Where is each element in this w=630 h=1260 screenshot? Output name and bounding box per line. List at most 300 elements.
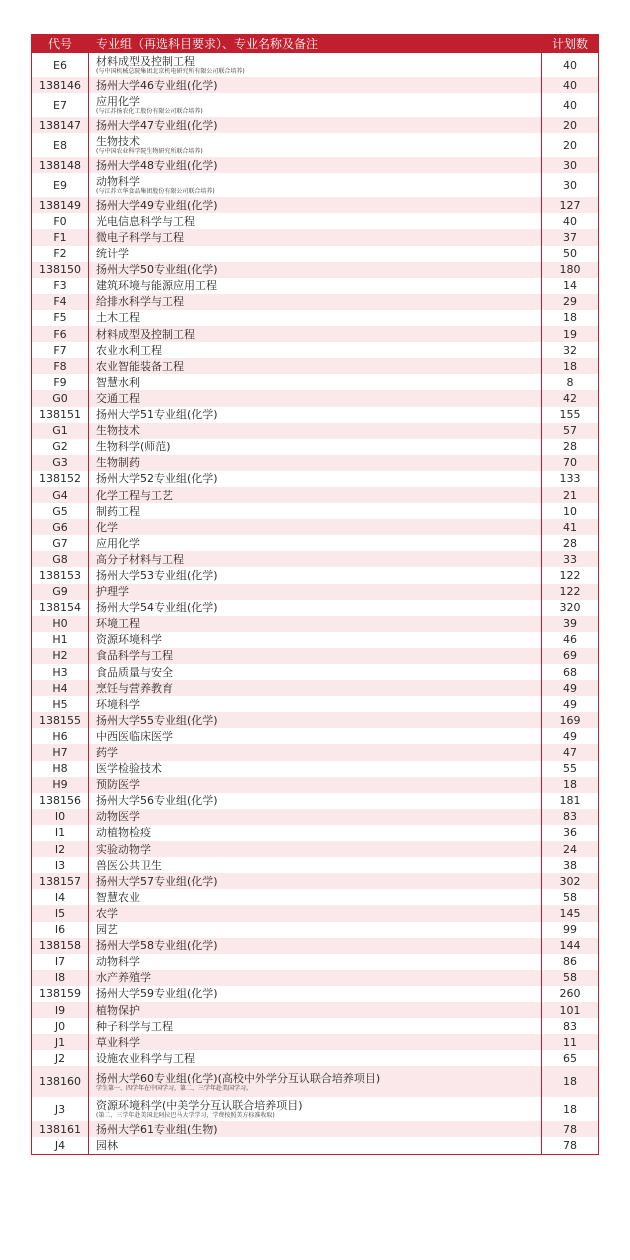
row-name-cell [89,1018,542,1034]
row-count: 133 [542,471,599,487]
row-name: 生物技术 [96,135,140,149]
row-count: 83 [542,1018,599,1034]
row-count: 40 [542,53,599,78]
row-count: 19 [542,326,599,342]
row-name: 材料成型及控制工程 [96,327,195,341]
table-row [32,1066,599,1097]
table-row [32,133,599,157]
row-code: I0 [32,809,89,825]
row-name: 药学 [96,746,118,760]
row-count: 58 [542,970,599,986]
row-name-cell [89,1137,542,1154]
row-name-cell [89,809,542,825]
row-code: G9 [32,584,89,600]
row-count: 37 [542,229,599,245]
row-code: G1 [32,423,89,439]
row-count: 144 [542,938,599,954]
row-code: 138149 [32,197,89,213]
table-row [32,632,599,648]
row-code: H5 [32,696,89,712]
row-name-cell [89,873,542,889]
row-count: 30 [542,157,599,173]
row-code: 138158 [32,938,89,954]
row-code: H0 [32,616,89,632]
table-row [32,1121,599,1137]
row-name: 食品科学与工程 [96,649,173,663]
row-count: 18 [542,1066,599,1097]
table-row [32,680,599,696]
row-code: G2 [32,439,89,455]
row-name-cell [89,986,542,1002]
table-row [32,889,599,905]
row-note: (与江苏扬农化工股份有限公司联合培养) [96,108,203,116]
row-name: 建筑环境与能源应用工程 [96,279,217,293]
row-code: G7 [32,535,89,551]
row-name: 扬州大学46专业组(化学) [96,78,218,92]
row-count: 40 [542,77,599,93]
row-name: 应用化学 [96,95,140,109]
row-name: 农学 [96,906,118,920]
row-name: 动物医学 [96,810,140,824]
row-name: 生物技术 [96,424,140,438]
row-code: E9 [32,173,89,197]
row-count: 14 [542,278,599,294]
row-count: 78 [542,1137,599,1154]
row-name: 微电子科学与工程 [96,231,184,245]
table-row [32,229,599,245]
row-code: I7 [32,954,89,970]
row-name: 光电信息科学与工程 [96,214,195,228]
row-count: 78 [542,1121,599,1137]
table-row [32,728,599,744]
row-name-cell [89,374,542,390]
table-row [32,93,599,117]
row-code: F9 [32,374,89,390]
row-name: 园林 [96,1138,118,1152]
row-name-cell [89,857,542,873]
row-name: 化学工程与工艺 [96,488,173,502]
table-row [32,712,599,728]
row-name-cell [89,1002,542,1018]
row-name: 扬州大学48专业组(化学) [96,158,218,172]
row-code: H3 [32,664,89,680]
table-row [32,567,599,583]
row-name: 实验动物学 [96,842,151,856]
row-name: 食品质量与安全 [96,665,173,679]
table-body [32,53,599,1155]
row-code: H2 [32,648,89,664]
row-name-cell [89,889,542,905]
row-name-cell [89,423,542,439]
row-name-cell [89,938,542,954]
row-count: 49 [542,696,599,712]
table-row [32,358,599,374]
row-code: H1 [32,632,89,648]
row-code: E7 [32,93,89,117]
row-count: 99 [542,922,599,938]
table-row [32,648,599,664]
table-row [32,471,599,487]
row-name: 扬州大学51专业组(化学) [96,408,218,422]
row-code: G3 [32,455,89,471]
row-name-cell [89,825,542,841]
row-name-cell [89,157,542,173]
table-row [32,535,599,551]
table-row [32,954,599,970]
table-row [32,761,599,777]
table-row [32,616,599,632]
row-name-cell [89,777,542,793]
table-row [32,857,599,873]
row-name: 扬州大学59专业组(化学) [96,987,218,1001]
table-row [32,310,599,326]
row-code: 138151 [32,407,89,423]
row-count: 29 [542,294,599,310]
table-row [32,262,599,278]
table-row [32,873,599,889]
row-count: 86 [542,954,599,970]
row-count: 8 [542,374,599,390]
header-name: 专业组（再选科目要求）、专业名称及备注 [89,35,542,53]
row-code: I8 [32,970,89,986]
row-count: 49 [542,728,599,744]
row-name: 环境工程 [96,617,140,631]
row-name-cell [89,1066,542,1097]
row-name-cell [89,278,542,294]
row-code: H4 [32,680,89,696]
row-code: H9 [32,777,89,793]
row-count: 32 [542,342,599,358]
row-name: 扬州大学55专业组(化学) [96,713,218,727]
row-name: 扬州大学50专业组(化学) [96,263,218,277]
row-count: 83 [542,809,599,825]
row-name-cell [89,905,542,921]
row-name: 兽医公共卫生 [96,858,162,872]
row-count: 46 [542,632,599,648]
table-row [32,455,599,471]
table-row [32,342,599,358]
row-name-cell [89,954,542,970]
row-name-cell [89,1034,542,1050]
row-count: 40 [542,93,599,117]
row-name: 资源环境科学(中美学分互认联合培养项目) [96,1099,303,1113]
row-code: F1 [32,229,89,245]
row-note: (与江苏立华食品集团股份有限公司联合培养) [96,188,215,196]
row-name: 扬州大学53专业组(化学) [96,568,218,582]
row-count: 20 [542,117,599,133]
row-name-cell [89,358,542,374]
row-code: G5 [32,503,89,519]
row-name: 化学 [96,520,118,534]
row-name: 动物科学 [96,955,140,969]
row-count: 58 [542,889,599,905]
table-row [32,157,599,173]
row-name-cell [89,793,542,809]
row-note: 学生第一、四学年在中国学习，第二、三学年赴美国学习。 [96,1084,253,1092]
table-row [32,551,599,567]
row-name-cell [89,294,542,310]
row-count: 70 [542,455,599,471]
row-name-cell [89,407,542,423]
row-name-cell [89,680,542,696]
row-code: 138155 [32,712,89,728]
row-count: 39 [542,616,599,632]
row-name-cell [89,117,542,133]
row-count: 49 [542,680,599,696]
table-row [32,246,599,262]
row-code: I9 [32,1002,89,1018]
row-count: 122 [542,567,599,583]
row-code: 138156 [32,793,89,809]
row-name-cell [89,584,542,600]
row-name: 制药工程 [96,504,140,518]
table-row [32,173,599,197]
row-code: J4 [32,1137,89,1154]
row-name-cell [89,728,542,744]
table-row [32,53,599,78]
table-row [32,970,599,986]
row-count: 50 [542,246,599,262]
row-name-cell [89,535,542,551]
row-count: 55 [542,761,599,777]
row-name: 高分子材料与工程 [96,552,184,566]
row-code: I5 [32,905,89,921]
table-row [32,326,599,342]
row-code: J0 [32,1018,89,1034]
row-name-cell [89,503,542,519]
row-code: 138150 [32,262,89,278]
row-name-cell [89,439,542,455]
row-name-cell [89,648,542,664]
row-name: 植物保护 [96,1003,140,1017]
row-code: F6 [32,326,89,342]
row-code: 138159 [32,986,89,1002]
row-name: 资源环境科学 [96,633,162,647]
row-name: 生物制药 [96,456,140,470]
table-row [32,986,599,1002]
row-name: 扬州大学56专业组(化学) [96,794,218,808]
row-note: (与中国机械总院集团北京机电研究所有限公司联合培养) [96,68,245,75]
table-row [32,664,599,680]
row-code: 138153 [32,567,89,583]
table-row [32,1018,599,1034]
row-name-cell [89,93,542,117]
row-code: 138146 [32,77,89,93]
table-row [32,600,599,616]
row-name: 农业水利工程 [96,343,162,357]
row-name-cell [89,246,542,262]
row-name-cell [89,664,542,680]
row-count: 155 [542,407,599,423]
row-note: (与中国农业科学院生物研究所联合培养) [96,148,203,156]
row-code: 138152 [32,471,89,487]
row-name: 动植物检疫 [96,826,151,840]
row-count: 18 [542,777,599,793]
row-name-cell [89,326,542,342]
row-name-cell [89,1050,542,1066]
row-count: 181 [542,793,599,809]
row-name: 扬州大学47专业组(化学) [96,118,218,132]
row-code: I2 [32,841,89,857]
table-row [32,744,599,760]
row-count: 169 [542,712,599,728]
row-count: 42 [542,390,599,406]
row-name: 交通工程 [96,391,140,405]
row-code: G4 [32,487,89,503]
row-name-cell [89,197,542,213]
header-count: 计划数 [542,35,599,53]
row-name-cell [89,77,542,93]
table-row [32,1050,599,1066]
row-name: 草业科学 [96,1035,140,1049]
table-row [32,213,599,229]
table-row [32,117,599,133]
table-row [32,841,599,857]
row-code: J1 [32,1034,89,1050]
row-name-cell [89,551,542,567]
enrollment-plan-table-container [31,34,598,1155]
row-count: 11 [542,1034,599,1050]
row-name: 材料成型及控制工程 [96,55,195,68]
row-name: 中西医临床医学 [96,729,173,743]
row-name: 园艺 [96,923,118,937]
row-code: 138154 [32,600,89,616]
row-name-cell [89,133,542,157]
table-row [32,423,599,439]
table-row [32,519,599,535]
enrollment-plan-table [31,34,599,1155]
table-row [32,197,599,213]
table-row [32,1002,599,1018]
row-name: 生物科学(师范) [96,440,171,454]
row-count: 127 [542,197,599,213]
row-count: 40 [542,213,599,229]
row-name: 给排水科学与工程 [96,295,184,309]
table-row [32,922,599,938]
table-row [32,809,599,825]
row-name-cell [89,616,542,632]
row-name: 烹饪与营养教育 [96,681,173,695]
row-name: 统计学 [96,247,129,261]
row-name: 扬州大学58专业组(化学) [96,939,218,953]
row-name-cell [89,342,542,358]
row-count: 69 [542,648,599,664]
row-code: I1 [32,825,89,841]
row-count: 41 [542,519,599,535]
row-name-cell [89,229,542,245]
row-name-cell [89,455,542,471]
row-code: I3 [32,857,89,873]
row-code: 138157 [32,873,89,889]
row-name: 扬州大学52专业组(化学) [96,472,218,486]
table-row [32,1137,599,1154]
row-code: F4 [32,294,89,310]
row-name-cell [89,390,542,406]
row-count: 65 [542,1050,599,1066]
row-name-cell [89,600,542,616]
row-code: H6 [32,728,89,744]
row-name-cell [89,487,542,503]
row-name: 扬州大学57专业组(化学) [96,874,218,888]
row-name-cell [89,712,542,728]
table-row [32,487,599,503]
row-count: 180 [542,262,599,278]
table-header-row [32,35,599,53]
row-name-cell [89,744,542,760]
row-name-cell [89,922,542,938]
row-name-cell [89,696,542,712]
row-count: 33 [542,551,599,567]
row-count: 145 [542,905,599,921]
row-code: 138147 [32,117,89,133]
row-count: 302 [542,873,599,889]
row-code: F7 [32,342,89,358]
table-row [32,825,599,841]
row-name: 土木工程 [96,311,140,325]
table-row [32,439,599,455]
row-code: H7 [32,744,89,760]
table-row [32,1097,599,1121]
row-code: 138148 [32,157,89,173]
row-count: 24 [542,841,599,857]
row-code: E8 [32,133,89,157]
row-name-cell [89,1121,542,1137]
row-name: 应用化学 [96,536,140,550]
row-count: 47 [542,744,599,760]
row-name: 智慧水利 [96,375,140,389]
row-code: J2 [32,1050,89,1066]
row-name: 设施农业科学与工程 [96,1051,195,1065]
header-code: 代号 [32,35,89,53]
row-name: 水产养殖学 [96,971,151,985]
row-code: I4 [32,889,89,905]
row-count: 320 [542,600,599,616]
row-code: 138161 [32,1121,89,1137]
row-code: I6 [32,922,89,938]
row-name-cell [89,53,542,78]
row-name-cell [89,970,542,986]
row-name-cell [89,761,542,777]
row-name: 农业智能装备工程 [96,359,184,373]
row-name: 扬州大学54专业组(化学) [96,601,218,615]
row-code: G0 [32,390,89,406]
row-name: 种子科学与工程 [96,1019,173,1033]
row-count: 260 [542,986,599,1002]
row-count: 38 [542,857,599,873]
row-name: 护理学 [96,585,129,599]
row-count: 18 [542,1097,599,1121]
row-count: 20 [542,133,599,157]
row-name: 扬州大学61专业组(生物) [96,1122,218,1136]
row-name-cell [89,519,542,535]
table-row [32,1034,599,1050]
row-code: F5 [32,310,89,326]
row-name: 动物科学 [96,175,140,189]
table-row [32,503,599,519]
row-name-cell [89,841,542,857]
table-row [32,793,599,809]
table-row [32,278,599,294]
row-name: 扬州大学60专业组(化学)(高校中外学分互认联合培养项目) [96,1071,381,1085]
table-row [32,696,599,712]
row-code: 138160 [32,1066,89,1097]
row-name-cell [89,567,542,583]
table-row [32,777,599,793]
row-count: 30 [542,173,599,197]
table-row [32,905,599,921]
row-code: F8 [32,358,89,374]
row-name: 智慧农业 [96,890,140,904]
